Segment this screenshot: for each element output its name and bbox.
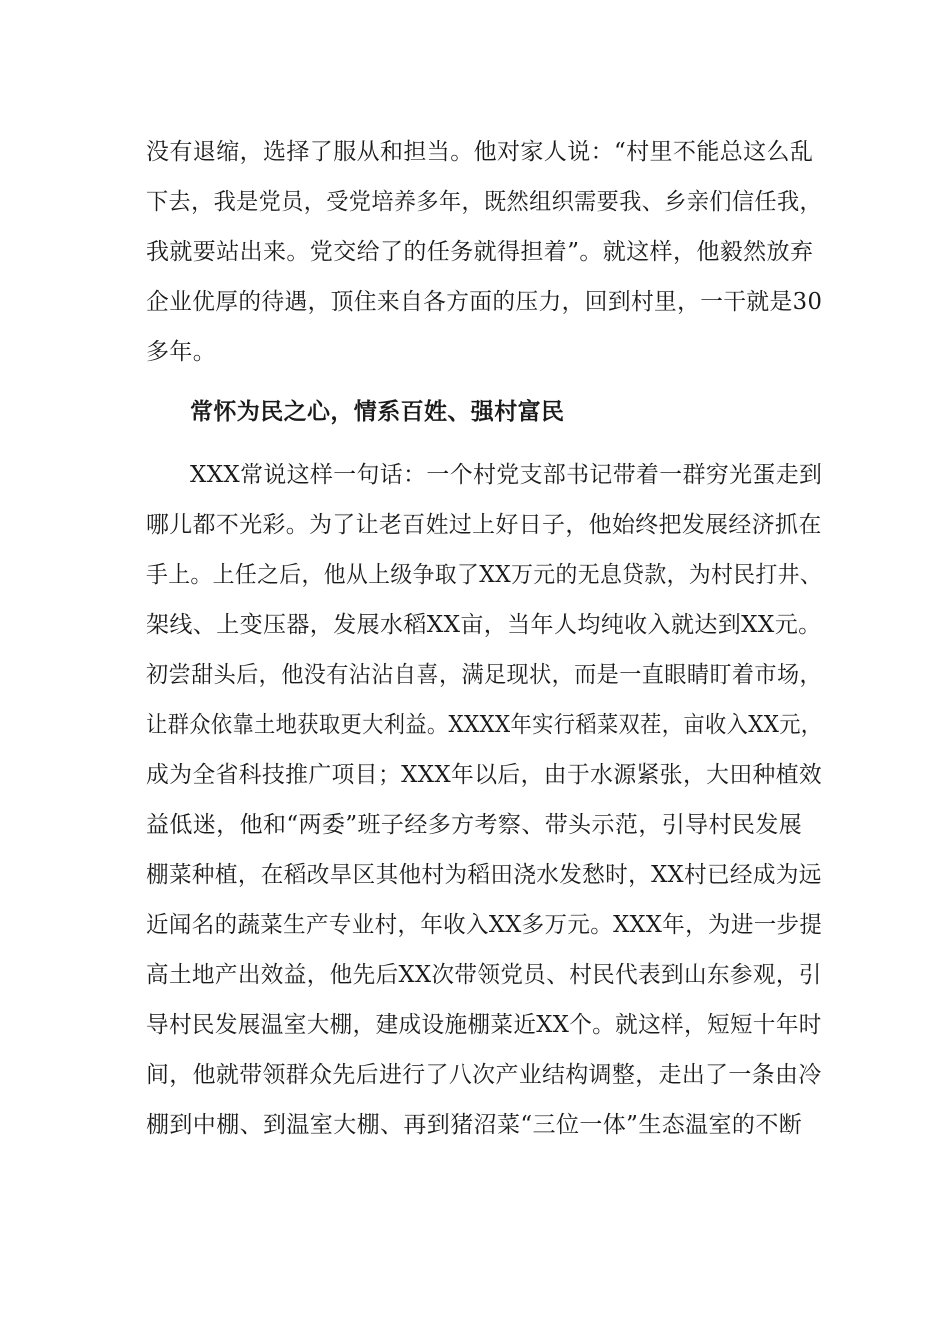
paragraph-2-line: 架线、上变压器，发展水稻XX亩，当年人均纯收入就达到XX元。 [146,612,822,638]
paragraph-2-line: 导村民发展温室大棚，建成设施棚菜近XX个。就这样，短短十年时 [146,1012,822,1038]
paragraph-1-line: 没有退缩，选择了服从和担当。他对家人说：“村里不能总这么乱 [146,139,814,165]
paragraph-2-line: 高土地产出效益，他先后XX次带领党员、村民代表到山东参观，引 [146,962,822,988]
paragraph-2-line: 手上。上任之后，他从上级争取了XX万元的无息贷款，为村民打井、 [146,562,823,588]
section-heading: 常怀为民之心，情系百姓、强村富民 [190,398,565,425]
paragraph-1-line: 多年。 [146,339,217,365]
paragraph-2-line: 让群众依靠土地获取更大利益。XXXX年实行稻菜双茬，亩收入XX元， [146,712,823,738]
paragraph-2-line: 棚到中棚、到温室大棚、再到猪沼菜“三位一体”生态温室的不断 [146,1112,803,1138]
paragraph-1-line: 我就要站出来。党交给了的任务就得担着”。就这样，他毅然放弃 [146,239,814,265]
paragraph-1-line: 企业优厚的待遇，顶住来自各方面的压力，回到村里，一干就是30 [146,289,823,315]
paragraph-2-line: 成为全省科技推广项目；XXX年以后，由于水源紧张，大田种植效 [146,762,823,788]
paragraph-2-line: 间，他就带领群众先后进行了八次产业结构调整，走出了一条由冷 [146,1062,822,1088]
paragraph-2-line: 益低迷，他和“两委”班子经多方考察、带头示范，引导村民发展 [146,812,803,838]
paragraph-2-line: XXX常说这样一句话：一个村党支部书记带着一群穷光蛋走到 [190,462,823,488]
paragraph-2-line: 近闻名的蔬菜生产专业村，年收入XX多万元。XXX年，为进一步提 [146,912,823,938]
paragraph-2-line: 初尝甜头后，他没有沾沾自喜，满足现状，而是一直眼睛盯着市场， [146,662,823,688]
paragraph-2-line: 哪儿都不光彩。为了让老百姓过上好日子，他始终把发展经济抓在 [146,512,822,538]
paragraph-2-line: 棚菜种植，在稻改旱区其他村为稻田浇水发愁时，XX村已经成为远 [146,862,822,888]
paragraph-1-line: 下去，我是党员，受党培养多年，既然组织需要我、乡亲们信任我， [146,189,823,215]
